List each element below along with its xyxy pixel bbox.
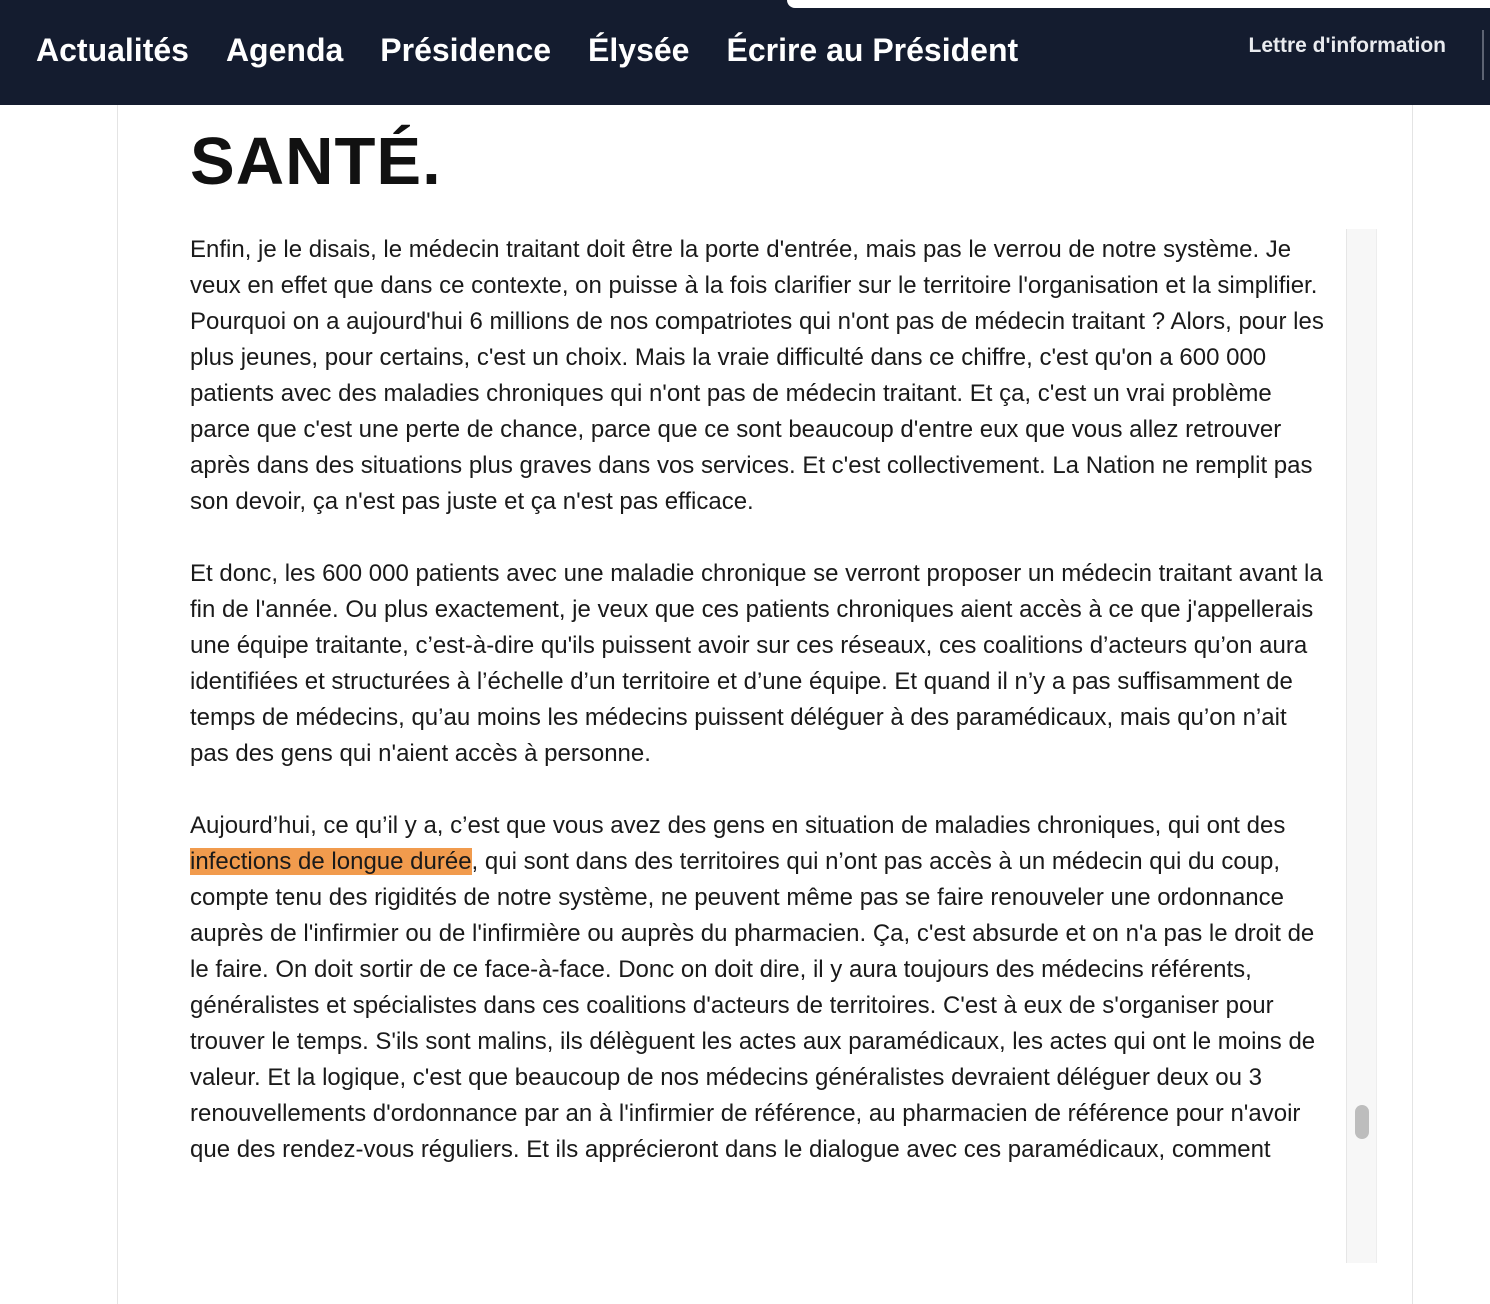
- paragraph: [190, 232, 1330, 520]
- nav-link-elysee[interactable]: Élysée: [588, 31, 690, 68]
- paragraph: [190, 556, 1330, 772]
- scrollbar-track[interactable]: [1346, 229, 1377, 1263]
- main-nav: [36, 30, 1055, 70]
- paragraph-text-continued: , qui sont dans des territoires qui n’ont pas accès à un médecin qui du coup, compte tenu des rigidités de notre système, ne peuvent même pas se faire renouveler une ordonnance auprès de l'infirmier ou de l'infirmière ou auprès du pharmacien. Ça, c'est absurde et on n'a pas le droit de le faire. On doit sortir de ce face-à-face. Donc on doit dire, il y aura toujours des médecins référents, généralistes et spécialistes dans ces coalitions d'acteurs de territoires. C'est à eux de s'organiser pour trouver le temps. S'ils sont malins, ils délèguent les actes aux paramédicaux, les actes qui ont le moins de valeur. Et la logique, c'est que beaucoup de nos médecins généralistes devraient déléguer deux ou 3 renouvellements d'ordonnance par an à l'infirmier de référence, au pharmacien de référence pour n'avoir que des rendez-vous réguliers. Et ils apprécieront dans le dialogue avec ces paramédicaux, comment: [190, 848, 1316, 1163]
- paragraph: [190, 808, 1330, 1168]
- nav-link-ecrire-au-president[interactable]: Écrire au Président: [726, 31, 1019, 68]
- nav-link-agenda[interactable]: Agenda: [225, 31, 344, 68]
- scrollbar-thumb[interactable]: [1355, 1105, 1369, 1139]
- nav-link-presidence[interactable]: Présidence: [380, 31, 552, 68]
- nav-divider: [1482, 30, 1484, 80]
- transcript-scroll-area[interactable]: [190, 232, 1330, 1263]
- top-search-tab: [787, 0, 1490, 8]
- newsletter-link[interactable]: Lettre d'information: [1248, 34, 1446, 57]
- paragraph-text: Enfin, je le disais, le médecin traitant doit être la porte d'entrée, mais pas le verrou de notre système. Je veux en effet que dans ce contexte, on puisse à la fois clarifier sur le territoire l'organisation et la simplifier. Pourquoi on a aujourd'hui 6 millions de nos compatriotes qui n'ont pas de médecin traitant ? Alors, pour les plus jeunes, pour certains, c'est un choix. Mais la vraie difficulté dans ce chiffre, c'est qu'on a 600 000 patients avec des maladies chroniques qui n'ont pas de médecin traitant. Et ça, c'est un vrai problème parce que c'est une perte de chance, parce que ce sont beaucoup d'entre eux que vous allez retrouver après dans des situations plus graves dans vos services. Et c'est collectivement. La Nation ne remplit pas son devoir, ça n'est pas juste et ça n'est pas efficace.: [190, 236, 1324, 515]
- top-navigation-bar: [0, 0, 1490, 105]
- paragraph-text: Aujourd’hui, ce qu’il y a, c’est que vous avez des gens en situation de maladies chroniques, qui ont des: [190, 812, 1286, 839]
- nav-link-actualites[interactable]: Actualités: [36, 31, 189, 68]
- highlighted-phrase: infections de longue durée: [190, 848, 472, 875]
- section-title: SANTÉ.: [190, 124, 442, 199]
- paragraph-text: Et donc, les 600 000 patients avec une maladie chronique se verront proposer un médecin traitant avant la fin de l'année. Ou plus exactement, je veux que ces patients chroniques aient accès à ce que j'appellerais une équipe traitante, c’est-à-dire qu'ils puissent avoir sur ces réseaux, ces coalitions d’acteurs qu’on aura identifiées et structurées à l’échelle d’un territoire et d’une équipe. Et quand il n’y a pas suffisamment de temps de médecins, qu’au moins les médecins puissent déléguer à des paramédicaux, mais qu’on n’ait pas des gens qui n'aient accès à personne.: [190, 560, 1323, 767]
